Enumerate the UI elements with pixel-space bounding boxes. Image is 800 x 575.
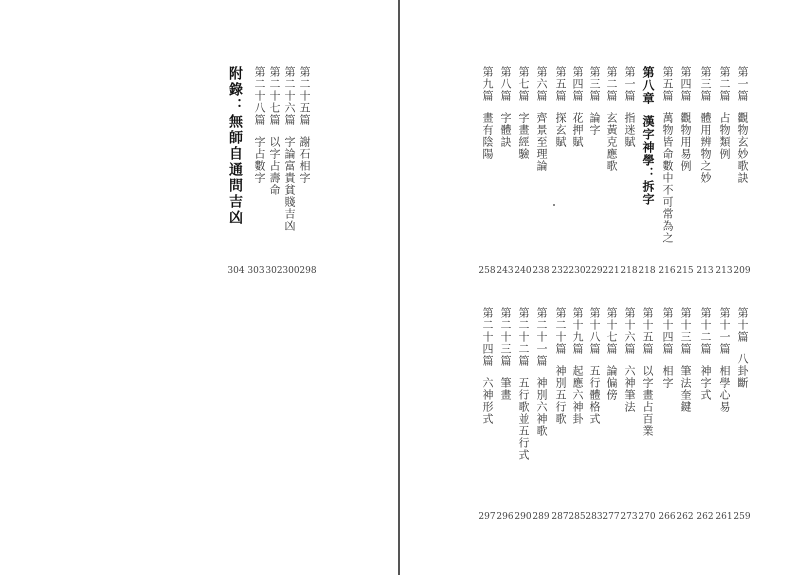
page-number: 213: [715, 266, 733, 276]
entry-title: 論字: [588, 112, 601, 136]
toc-entry: [535, 307, 548, 437]
entry-title: 謝石相字: [298, 136, 311, 184]
page-number: 300: [282, 266, 300, 276]
speck: [553, 204, 555, 206]
entry-number: 第四篇: [571, 66, 584, 102]
entry-title: 筆畫: [499, 377, 512, 401]
page-number: 289: [532, 512, 550, 522]
entry-title: 以字畫占百業: [641, 365, 654, 437]
entry-number: 第十五篇: [641, 307, 654, 355]
entry-title: 觀物用易例: [679, 112, 692, 172]
entry-title: 相字: [661, 365, 674, 389]
entry-number: 第二十二篇: [517, 307, 530, 367]
toc-entry: [499, 66, 512, 148]
entry-number: 第五篇: [554, 66, 567, 102]
toc-entry: [481, 66, 494, 160]
toc-entry: [699, 307, 712, 401]
entry-title: 相學心易: [718, 365, 731, 413]
toc-entry: [481, 307, 494, 425]
entry-number: 第十一篇: [718, 307, 731, 355]
toc-entry: [571, 66, 584, 148]
entry-number: 第二十八篇: [253, 66, 266, 126]
entry-title: 體用辨物之妙: [699, 112, 712, 184]
toc-entry: [679, 307, 692, 413]
chapter-heading: [641, 66, 654, 206]
page-number: 215: [676, 266, 694, 276]
page-number: 273: [620, 512, 638, 522]
entry-title: 神別六神歌: [535, 377, 548, 437]
page-number: 230: [568, 266, 586, 276]
page-number: 262: [696, 512, 714, 522]
entry-number: 第四篇: [679, 66, 692, 102]
entry-number: 第二十六篇: [283, 66, 296, 126]
entry-number: 第二篇: [718, 66, 731, 102]
entry-number: 第三篇: [588, 66, 601, 102]
page-number: 298: [299, 266, 317, 276]
page-number: 303: [247, 266, 265, 276]
toc-entry: [554, 66, 567, 148]
entry-number: 第八章: [641, 66, 655, 105]
toc-entry: [283, 66, 296, 232]
appendix-title: 附錄：無師自通問吉凶: [227, 66, 243, 226]
page-number: 240: [514, 266, 532, 276]
entry-number: 第十三篇: [679, 307, 692, 355]
toc-entry: [736, 66, 749, 184]
toc-entry: [718, 307, 731, 413]
toc-entry: [679, 66, 692, 172]
entry-number: 第二十五篇: [298, 66, 311, 126]
entry-title: 神字式: [699, 365, 712, 401]
entry-number: 第十四篇: [661, 307, 674, 355]
page-number: 238: [532, 266, 550, 276]
page-number: 261: [715, 512, 733, 522]
page-number: 270: [638, 512, 656, 522]
entry-title: 齊景至理論: [535, 112, 548, 172]
page-number: 287: [551, 512, 569, 522]
page-number: 262: [676, 512, 694, 522]
entry-number: 第六篇: [535, 66, 548, 102]
entry-title: 指迷賦: [623, 112, 636, 148]
toc-entry: [588, 307, 601, 425]
page-number: 218: [620, 266, 638, 276]
entry-number: 第十六篇: [623, 307, 636, 355]
page-number: 283: [585, 512, 603, 522]
entry-number: 第三篇: [699, 66, 712, 102]
page-number: 290: [514, 512, 532, 522]
toc-entry: [699, 66, 712, 184]
page-number: 285: [568, 512, 586, 522]
toc-entry: [605, 66, 618, 172]
entry-title: 畫有陰陽: [481, 112, 494, 160]
entry-title: 神別五行歌: [554, 365, 567, 425]
entry-title: 五行歌並五行式: [517, 377, 530, 461]
toc-entry: [641, 307, 654, 437]
page-number: 229: [585, 266, 603, 276]
toc-entry: [298, 66, 311, 184]
toc-entry: [554, 307, 567, 425]
entry-title: 占物類例: [718, 112, 731, 160]
entry-title: 五行體格式: [588, 365, 601, 425]
toc-entry: [253, 66, 266, 184]
page-number: 216: [658, 266, 676, 276]
toc-entry: [517, 307, 530, 461]
entry-number: 第二十七篇: [268, 66, 281, 126]
toc-entry: [623, 307, 636, 413]
entry-title: 玄黃克應歌: [605, 112, 618, 172]
entry-title: 字畫經驗: [517, 112, 530, 160]
entry-title: 花押賦: [571, 112, 584, 148]
toc-entry: [499, 307, 512, 401]
entry-number: 第九篇: [481, 66, 494, 102]
page-number: 277: [602, 512, 620, 522]
page-number: 266: [658, 512, 676, 522]
toc-entry: [661, 66, 674, 244]
page-number: 304: [227, 266, 245, 276]
entry-number: 第八篇: [499, 66, 512, 102]
entry-number: 第十二篇: [699, 307, 712, 355]
page-number: 232: [551, 266, 569, 276]
page-number: 209: [733, 266, 751, 276]
toc-entry: [588, 66, 601, 136]
toc-entry: [718, 66, 731, 160]
entry-title: 六神形式: [481, 377, 494, 425]
page-number: 296: [496, 512, 514, 522]
page-number: 218: [638, 266, 656, 276]
entry-number: 第二十篇: [554, 307, 567, 355]
book-spine: [398, 0, 400, 575]
entry-number: 第十八篇: [588, 307, 601, 355]
page-number: 302: [265, 266, 283, 276]
entry-number: 第十七篇: [605, 307, 618, 355]
entry-number: 第二十三篇: [499, 307, 512, 367]
page-number: 221: [602, 266, 620, 276]
entry-title: 萬物皆命數中不可常為之: [661, 112, 674, 244]
entry-title: 探玄賦: [554, 112, 567, 148]
toc-entry: [605, 307, 618, 401]
entry-title: 漢字神學：拆字: [641, 115, 655, 206]
entry-title: 以字占壽命: [268, 136, 281, 196]
entry-number: 第二十四篇: [481, 307, 494, 367]
entry-number: 第七篇: [517, 66, 530, 102]
entry-number: 第二十一篇: [535, 307, 548, 367]
entry-number: 第一篇: [736, 66, 749, 102]
page-number: 297: [478, 512, 496, 522]
entry-title: 筆法奎鍵: [679, 365, 692, 413]
entry-title: 論偏傍: [605, 365, 618, 401]
entry-number: 第十九篇: [571, 307, 584, 355]
entry-number: 第五篇: [661, 66, 674, 102]
entry-title: 觀物玄妙歌訣: [736, 112, 749, 184]
entry-title: 字體訣: [499, 112, 512, 148]
entry-title: 起應六神卦: [571, 365, 584, 425]
entry-title: 字論富貴貧賤吉凶: [283, 136, 296, 232]
page-number: 213: [696, 266, 714, 276]
page-number: 243: [496, 266, 514, 276]
toc-entry: [535, 66, 548, 172]
toc-entry: [268, 66, 281, 196]
entry-title: 字占數字: [253, 136, 266, 184]
entry-number: 第一篇: [623, 66, 636, 102]
toc-entry: [517, 66, 530, 160]
entry-title: 八卦斷: [736, 353, 749, 389]
page-number: 258: [478, 266, 496, 276]
toc-entry: [661, 307, 674, 389]
toc-entry: [623, 66, 636, 148]
toc-entry: [736, 307, 749, 389]
entry-title: 六神筆法: [623, 365, 636, 413]
page-number: 259: [733, 512, 751, 522]
toc-entry: [571, 307, 584, 425]
entry-number: 第十篇: [736, 307, 749, 343]
entry-number: 第二篇: [605, 66, 618, 102]
